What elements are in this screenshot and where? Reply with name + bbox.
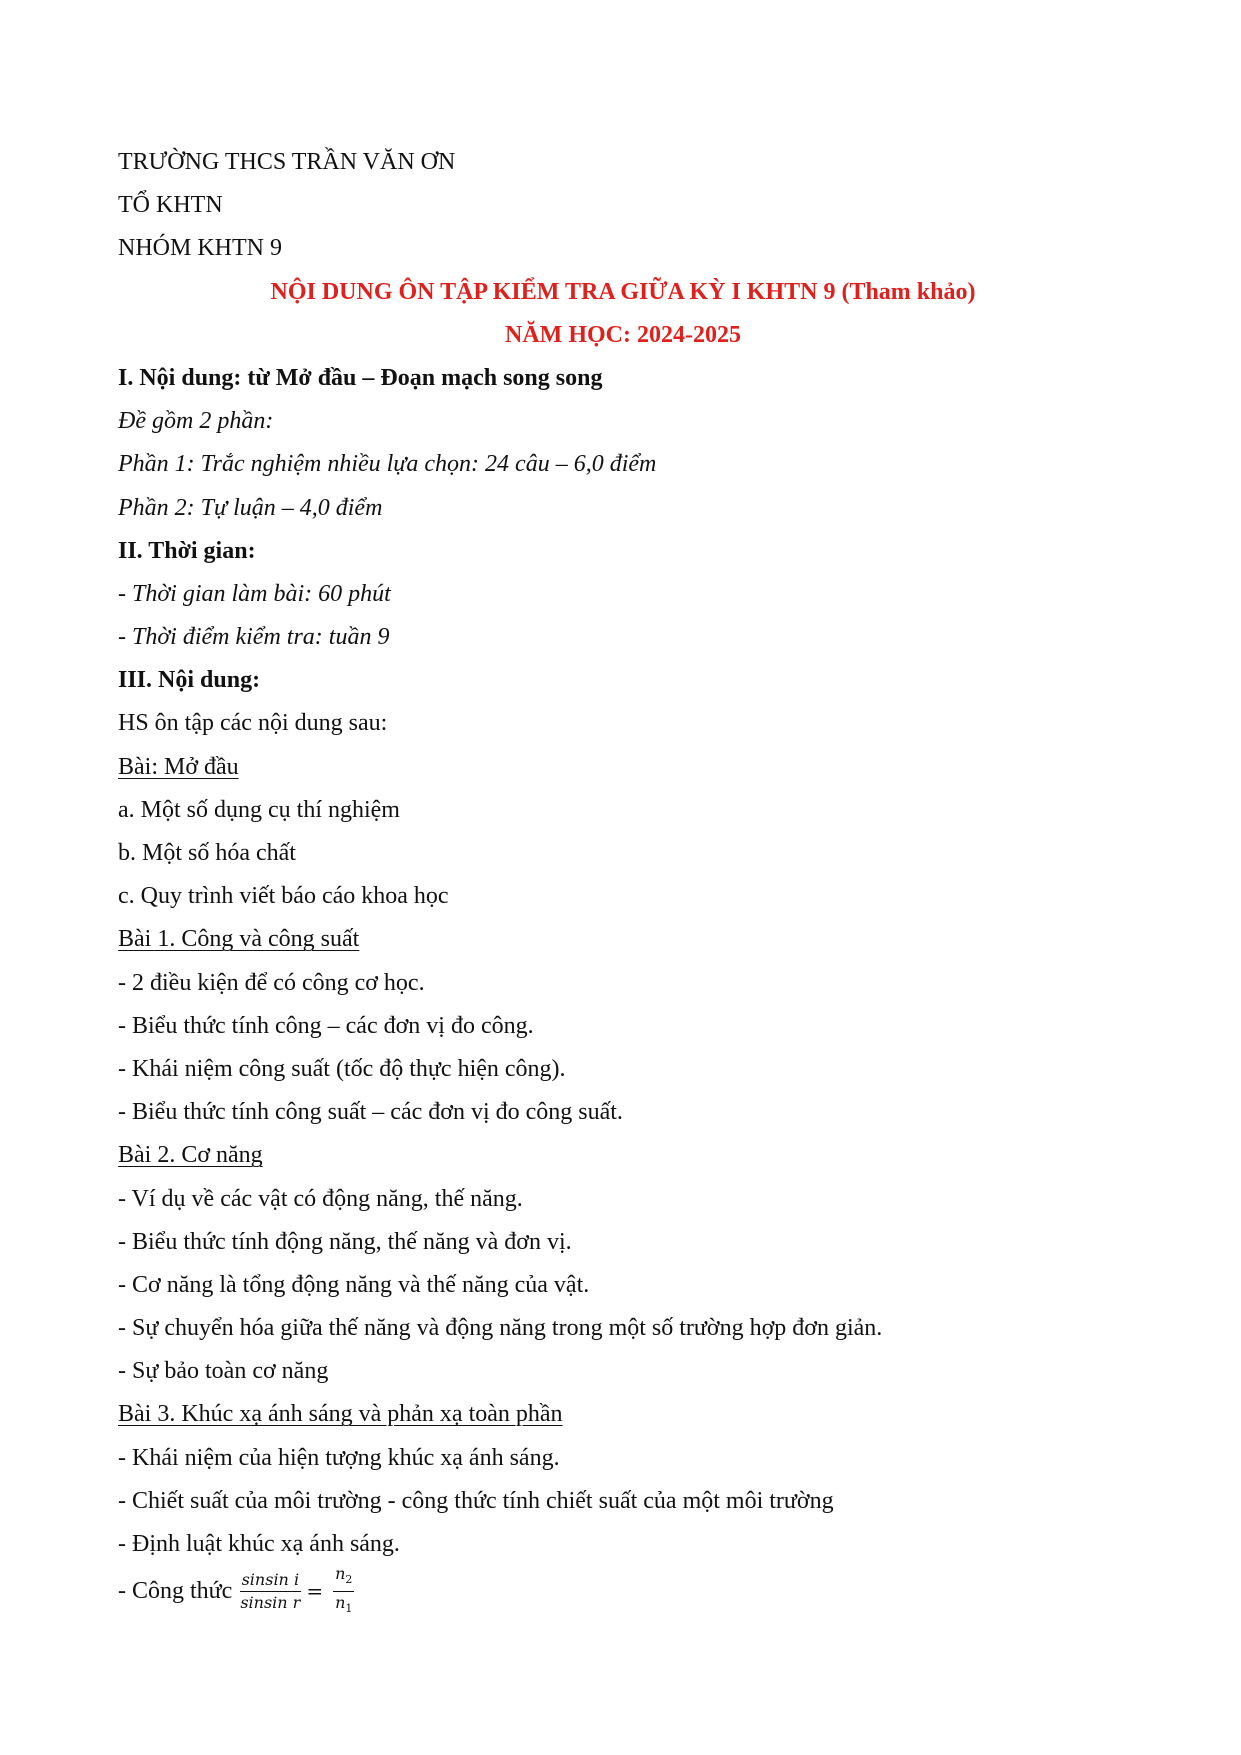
section-2-heading: II. Thời gian: bbox=[118, 537, 256, 564]
list-item: - Chiết suất của môi trường - công thức tính chiết suất của một môi trường bbox=[118, 1487, 834, 1514]
section-1-heading: I. Nội dung: từ Mở đầu – Đoạn mạch song song bbox=[118, 364, 603, 391]
list-item: - Biểu thức tính công – các đơn vị đo công. bbox=[118, 1012, 534, 1039]
fraction-numerator: $n_2$ bbox=[333, 1564, 354, 1592]
review-intro: HS ôn tập các nội dung sau: bbox=[118, 710, 388, 737]
school-name: TRƯỜNG THCS TRẦN VĂN ƠN bbox=[118, 149, 456, 175]
exam-part-1: Phần 1: Trắc nghiệm nhiều lựa chọn: 24 câu – 6,0 điểm bbox=[118, 451, 657, 478]
list-item: - Biểu thức tính động năng, thế năng và đơn vị. bbox=[118, 1228, 572, 1255]
lesson-intro-title: Bài: Mở đầu bbox=[118, 753, 239, 780]
sine-ratio-fraction bbox=[238, 1570, 302, 1613]
exam-structure-intro: Đề gồm 2 phần: bbox=[118, 408, 274, 435]
exam-part-2: Phần 2: Tự luận – 4,0 điểm bbox=[118, 494, 383, 521]
equals-sign: = bbox=[306, 1579, 324, 1604]
list-item: - Khái niệm công suất (tốc độ thực hiện công). bbox=[118, 1055, 566, 1082]
department-name: TỔ KHTN bbox=[118, 192, 223, 219]
list-item: - Ví dụ về các vật có động năng, thế năng. bbox=[118, 1185, 523, 1212]
fraction-numerator: sinsin i bbox=[240, 1570, 301, 1592]
exam-time: - Thời điểm kiểm tra: tuần 9 bbox=[118, 624, 390, 651]
fraction-denominator: $n_1$ bbox=[335, 1592, 353, 1615]
lesson-1-title: Bài 1. Công và công suất bbox=[118, 926, 360, 953]
list-item: c. Quy trình viết báo cáo khoa học bbox=[118, 883, 449, 910]
fraction-denominator: sinsin r bbox=[240, 1592, 301, 1612]
list-item: a. Một số dụng cụ thí nghiệm bbox=[118, 796, 400, 823]
list-item: - Khái niệm của hiện tượng khúc xạ ánh sáng. bbox=[118, 1444, 560, 1471]
school-year: NĂM HỌC: 2024-2025 bbox=[505, 321, 741, 348]
list-item: - Cơ năng là tổng động năng và thế năng của vật. bbox=[118, 1271, 590, 1298]
document-title: NỘI DUNG ÔN TẬP KIỂM TRA GIỮA KỲ I KHTN 9 (Tham khảo) bbox=[270, 278, 976, 305]
document-page bbox=[118, 141, 1128, 1616]
list-item: - Sự bảo toàn cơ năng bbox=[118, 1358, 329, 1385]
section-3-heading: III. Nội dung: bbox=[118, 667, 261, 694]
snell-formula-line bbox=[118, 1563, 1128, 1616]
index-ratio-fraction bbox=[333, 1564, 354, 1619]
list-item: - 2 điều kiện để có công cơ học. bbox=[118, 969, 425, 996]
list-item: - Sự chuyển hóa giữa thế năng và động năng trong một số trường hợp đơn giản. bbox=[118, 1315, 883, 1342]
lesson-2-title: Bài 2. Cơ năng bbox=[118, 1142, 263, 1169]
list-item: - Định luật khúc xạ ánh sáng. bbox=[118, 1531, 400, 1557]
exam-duration: - Thời gian làm bài: 60 phút bbox=[118, 580, 391, 607]
formula-label: - Công thức bbox=[118, 1577, 233, 1604]
list-item: b. Một số hóa chất bbox=[118, 840, 296, 866]
list-item: - Biểu thức tính công suất – các đơn vị đo công suất. bbox=[118, 1099, 623, 1126]
lesson-3-title: Bài 3. Khúc xạ ánh sáng và phản xạ toàn phần bbox=[118, 1401, 563, 1428]
group-name: NHÓM KHTN 9 bbox=[118, 235, 282, 262]
